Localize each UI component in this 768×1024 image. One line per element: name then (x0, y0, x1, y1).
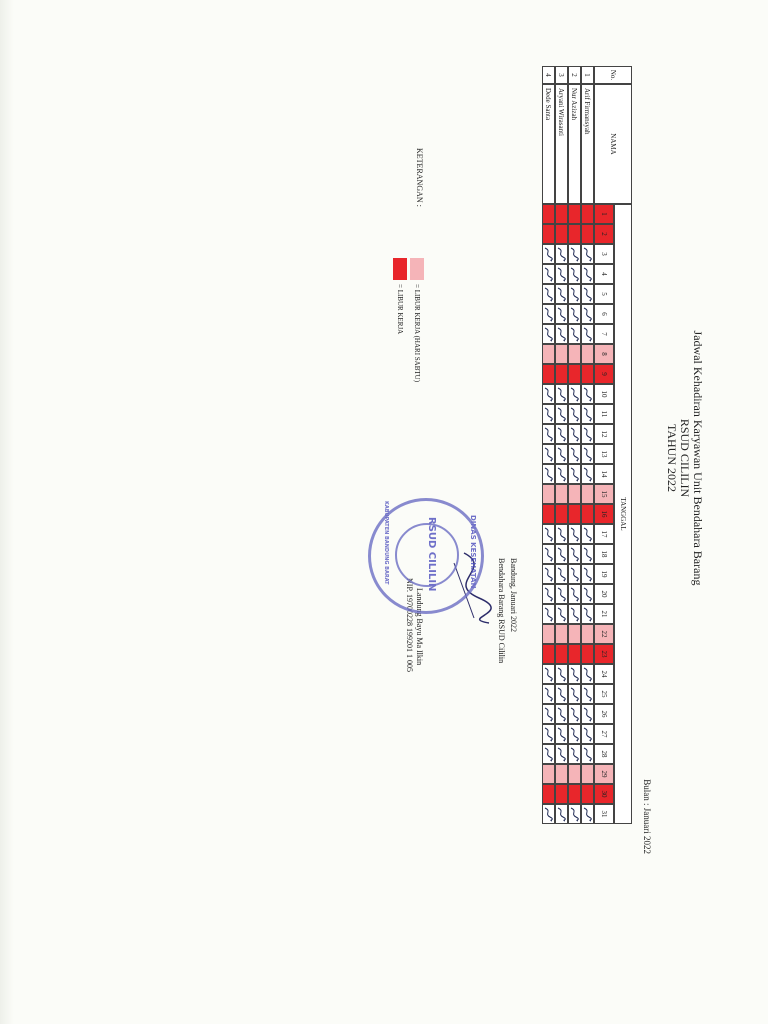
day-header: 10 (594, 384, 614, 404)
day-header: 31 (594, 804, 614, 824)
official-stamp (368, 498, 484, 614)
paraf-mark (543, 606, 554, 622)
paraf-mark (569, 546, 580, 562)
attendance-cell (568, 484, 581, 504)
attendance-cell (542, 204, 555, 224)
attendance-cell (568, 604, 581, 624)
paraf-mark (582, 386, 593, 402)
attendance-cell (542, 544, 555, 564)
paraf-mark (582, 726, 593, 742)
paraf-mark (556, 526, 567, 542)
attendance-cell (555, 744, 568, 764)
attendance-cell (581, 224, 594, 244)
attendance-cell (568, 764, 581, 784)
day-header: 22 (594, 624, 614, 644)
attendance-cell (581, 764, 594, 784)
paraf-mark (556, 606, 567, 622)
attendance-cell (568, 324, 581, 344)
attendance-cell (555, 804, 568, 824)
attendance-cell (568, 524, 581, 544)
attendance-cell (568, 384, 581, 404)
attendance-cell (581, 204, 594, 224)
attendance-cell (568, 464, 581, 484)
attendance-cell (555, 444, 568, 464)
attendance-cell (555, 204, 568, 224)
attendance-cell (568, 204, 581, 224)
day-header: 24 (594, 664, 614, 684)
attendance-cell (555, 464, 568, 484)
paraf-mark (556, 426, 567, 442)
row-name: Nur Azizah (568, 84, 581, 204)
attendance-cell (555, 224, 568, 244)
attendance-cell (542, 484, 555, 504)
paraf-mark (543, 726, 554, 742)
paraf-mark (569, 266, 580, 282)
day-header: 15 (594, 484, 614, 504)
attendance-cell (568, 284, 581, 304)
place-date: Bandung, Januari 2022 (509, 558, 518, 632)
attendance-cell (542, 264, 555, 284)
paraf-mark (582, 686, 593, 702)
attendance-cell (542, 724, 555, 744)
attendance-cell (581, 604, 594, 624)
paraf-mark (543, 746, 554, 762)
doc-title: Jadwal Kehadiran Karyawan Unit Bendahara Barang (691, 330, 705, 586)
attendance-cell (581, 444, 594, 464)
row-name: Dede Santa (542, 84, 555, 204)
paraf-mark (569, 446, 580, 462)
paraf-mark (543, 266, 554, 282)
attendance-cell (542, 564, 555, 584)
legend-label-holiday: = LIBUR KERJA (396, 284, 404, 335)
paraf-mark (543, 586, 554, 602)
attendance-cell (555, 324, 568, 344)
attendance-cell (581, 564, 594, 584)
attendance-cell (581, 244, 594, 264)
attendance-cell (555, 544, 568, 564)
attendance-cell (542, 364, 555, 384)
paraf-mark (556, 566, 567, 582)
day-header: 17 (594, 524, 614, 544)
attendance-cell (555, 364, 568, 384)
attendance-cell (555, 404, 568, 424)
attendance-cell (581, 504, 594, 524)
doc-year: TAHUN 2022 (665, 423, 679, 493)
day-header: 13 (594, 444, 614, 464)
paraf-mark (569, 246, 580, 262)
attendance-cell (555, 244, 568, 264)
paraf-mark (582, 306, 593, 322)
paraf-mark (569, 406, 580, 422)
attendance-cell (555, 264, 568, 284)
attendance-cell (568, 404, 581, 424)
attendance-cell (542, 804, 555, 824)
stamp-outer-text: DINAS KESEHATAN (469, 515, 477, 589)
attendance-cell (555, 384, 568, 404)
attendance-cell (542, 304, 555, 324)
attendance-cell (581, 784, 594, 804)
paraf-mark (556, 586, 567, 602)
paraf-mark (543, 446, 554, 462)
attendance-cell (568, 224, 581, 244)
day-header: 4 (594, 264, 614, 284)
paraf-mark (543, 386, 554, 402)
paraf-mark (543, 566, 554, 582)
paraf-mark (556, 306, 567, 322)
attendance-cell (542, 784, 555, 804)
header-nama: NAMA (594, 84, 632, 204)
paraf-mark (582, 546, 593, 562)
paraf-mark (543, 526, 554, 542)
attendance-cell (581, 284, 594, 304)
paraf-mark (582, 266, 593, 282)
day-header: 2 (594, 224, 614, 244)
attendance-cell (542, 404, 555, 424)
paraf-mark (582, 746, 593, 762)
paraf-mark (556, 546, 567, 562)
paraf-mark (569, 526, 580, 542)
attendance-cell (568, 304, 581, 324)
paraf-mark (543, 806, 554, 822)
day-header: 11 (594, 404, 614, 424)
day-header: 6 (594, 304, 614, 324)
attendance-cell (542, 644, 555, 664)
attendance-cell (542, 664, 555, 684)
paraf-mark (543, 706, 554, 722)
paraf-mark (569, 566, 580, 582)
attendance-cell (581, 424, 594, 444)
attendance-cell (581, 644, 594, 664)
attendance-cell (555, 664, 568, 684)
attendance-cell (542, 224, 555, 244)
attendance-cell (555, 784, 568, 804)
day-header: 20 (594, 584, 614, 604)
day-header: 12 (594, 424, 614, 444)
attendance-cell (555, 764, 568, 784)
paraf-mark (569, 726, 580, 742)
signer-nip: NIP. 19700228 199201 1 005 (405, 578, 414, 673)
attendance-cell (568, 644, 581, 664)
row-no: 2 (568, 66, 581, 84)
attendance-cell (555, 484, 568, 504)
attendance-cell (555, 584, 568, 604)
paraf-mark (556, 686, 567, 702)
attendance-cell (568, 624, 581, 644)
attendance-cell (555, 624, 568, 644)
attendance-cell (542, 764, 555, 784)
doc-subtitle: RSUD CILILIN (678, 418, 692, 498)
day-header: 5 (594, 284, 614, 304)
attendance-cell (555, 504, 568, 524)
paraf-mark (582, 806, 593, 822)
attendance-table (497, 66, 632, 866)
attendance-cell (568, 244, 581, 264)
paraf-mark (582, 666, 593, 682)
attendance-cell (581, 664, 594, 684)
paraf-mark (582, 326, 593, 342)
day-header: 30 (594, 784, 614, 804)
attendance-cell (581, 584, 594, 604)
signer-role: Bendahara Barang RSUD Cililin (497, 558, 506, 664)
attendance-cell (542, 384, 555, 404)
paraf-mark (556, 286, 567, 302)
attendance-cell (555, 304, 568, 324)
day-header: 19 (594, 564, 614, 584)
attendance-cell (581, 464, 594, 484)
attendance-cell (542, 624, 555, 644)
paraf-mark (582, 466, 593, 482)
legend-swatch-holiday (393, 258, 407, 280)
stamp-bottom-text: KABUPATEN BANDUNG BARAT (383, 501, 389, 585)
attendance-cell (568, 444, 581, 464)
attendance-cell (542, 504, 555, 524)
paraf-mark (569, 386, 580, 402)
day-header: 23 (594, 644, 614, 664)
paraf-mark (543, 306, 554, 322)
paraf-mark (582, 526, 593, 542)
day-header: 8 (594, 344, 614, 364)
attendance-cell (542, 424, 555, 444)
paraf-mark (582, 426, 593, 442)
attendance-cell (581, 724, 594, 744)
paraf-mark (569, 326, 580, 342)
paraf-mark (569, 466, 580, 482)
paraf-mark (569, 286, 580, 302)
attendance-cell (555, 644, 568, 664)
attendance-cell (555, 344, 568, 364)
attendance-cell (581, 384, 594, 404)
attendance-cell (568, 504, 581, 524)
paraf-mark (569, 586, 580, 602)
keterangan-label: KETERANGAN : (415, 148, 424, 207)
attendance-cell (542, 324, 555, 344)
paraf-mark (556, 726, 567, 742)
paraf-mark (569, 606, 580, 622)
attendance-cell (568, 664, 581, 684)
attendance-cell (581, 344, 594, 364)
attendance-cell (568, 264, 581, 284)
attendance-cell (581, 704, 594, 724)
paraf-mark (582, 706, 593, 722)
paraf-mark (543, 666, 554, 682)
attendance-cell (555, 564, 568, 584)
paraf-mark (582, 246, 593, 262)
header-no: No. (594, 66, 632, 84)
day-header: 25 (594, 684, 614, 704)
attendance-cell (555, 724, 568, 744)
paraf-mark (569, 806, 580, 822)
attendance-cell (542, 684, 555, 704)
rotated-sheet (54, 58, 714, 858)
header-tanggal: TANGGAL (614, 204, 632, 824)
attendance-cell (581, 684, 594, 704)
attendance-cell (568, 724, 581, 744)
paraf-mark (569, 666, 580, 682)
paraf-mark (569, 686, 580, 702)
attendance-cell (581, 624, 594, 644)
attendance-cell (542, 604, 555, 624)
row-name: Aryani Wirasanti (555, 84, 568, 204)
legend-swatch-saturday (410, 258, 424, 280)
attendance-cell (542, 524, 555, 544)
stamp-text: RSUD CILILIN (426, 517, 437, 592)
attendance-cell (555, 604, 568, 624)
paraf-mark (582, 286, 593, 302)
signer-name: Landung Bayu Ma Ilkin (415, 588, 424, 666)
attendance-cell (581, 324, 594, 344)
attendance-cell (555, 704, 568, 724)
attendance-cell (542, 284, 555, 304)
attendance-cell (568, 364, 581, 384)
attendance-cell (568, 684, 581, 704)
paraf-mark (556, 806, 567, 822)
paraf-mark (582, 446, 593, 462)
paraf-mark (569, 426, 580, 442)
attendance-cell (568, 784, 581, 804)
paraf-mark (582, 606, 593, 622)
paraf-mark (556, 386, 567, 402)
day-header: 1 (594, 204, 614, 224)
attendance-cell (555, 284, 568, 304)
day-header: 7 (594, 324, 614, 344)
paraf-mark (569, 746, 580, 762)
paraf-mark (556, 326, 567, 342)
attendance-cell (568, 544, 581, 564)
day-header: 27 (594, 724, 614, 744)
paraf-mark (543, 466, 554, 482)
attendance-cell (542, 464, 555, 484)
paraf-mark (556, 666, 567, 682)
attendance-cell (568, 564, 581, 584)
attendance-cell (581, 484, 594, 504)
bulan-label: Bulan : Januari 2022 (642, 779, 652, 854)
attendance-cell (542, 584, 555, 604)
attendance-cell (581, 404, 594, 424)
attendance-cell (568, 424, 581, 444)
paraf-mark (582, 586, 593, 602)
attendance-cell (581, 804, 594, 824)
attendance-cell (542, 444, 555, 464)
attendance-cell (581, 544, 594, 564)
row-no: 3 (555, 66, 568, 84)
attendance-cell (542, 704, 555, 724)
attendance-cell (555, 424, 568, 444)
paraf-mark (556, 266, 567, 282)
paraf-mark (543, 326, 554, 342)
day-header: 16 (594, 504, 614, 524)
day-header: 26 (594, 704, 614, 724)
paraf-mark (543, 546, 554, 562)
day-header: 3 (594, 244, 614, 264)
paraf-mark (543, 246, 554, 262)
paraf-mark (543, 686, 554, 702)
attendance-cell (568, 584, 581, 604)
paraf-mark (582, 566, 593, 582)
attendance-cell (568, 744, 581, 764)
attendance-cell (555, 684, 568, 704)
day-header: 9 (594, 364, 614, 384)
attendance-cell (581, 264, 594, 284)
paraf-mark (556, 406, 567, 422)
attendance-cell (568, 344, 581, 364)
attendance-cell (555, 524, 568, 544)
day-header: 28 (594, 744, 614, 764)
legend-label-saturday: = LIBUR KERJA (HARI SABTU) (413, 284, 421, 383)
attendance-cell (581, 304, 594, 324)
paraf-mark (569, 306, 580, 322)
day-header: 14 (594, 464, 614, 484)
day-header: 21 (594, 604, 614, 624)
row-no: 4 (542, 66, 555, 84)
paraf-mark (543, 406, 554, 422)
attendance-cell (581, 524, 594, 544)
row-name: Arif Firmansyah (581, 84, 594, 204)
paraf-mark (556, 466, 567, 482)
paraf-mark (556, 446, 567, 462)
attendance-cell (581, 744, 594, 764)
paraf-mark (582, 406, 593, 422)
attendance-cell (581, 364, 594, 384)
attendance-cell (542, 744, 555, 764)
paraf-mark (569, 706, 580, 722)
paraf-mark (556, 246, 567, 262)
row-no: 1 (581, 66, 594, 84)
attendance-cell (542, 244, 555, 264)
paraf-mark (543, 286, 554, 302)
attendance-cell (568, 704, 581, 724)
attendance-cell (568, 804, 581, 824)
paraf-mark (556, 746, 567, 762)
paraf-mark (543, 426, 554, 442)
day-header: 29 (594, 764, 614, 784)
day-header: 18 (594, 544, 614, 564)
attendance-cell (542, 344, 555, 364)
paraf-mark (556, 706, 567, 722)
